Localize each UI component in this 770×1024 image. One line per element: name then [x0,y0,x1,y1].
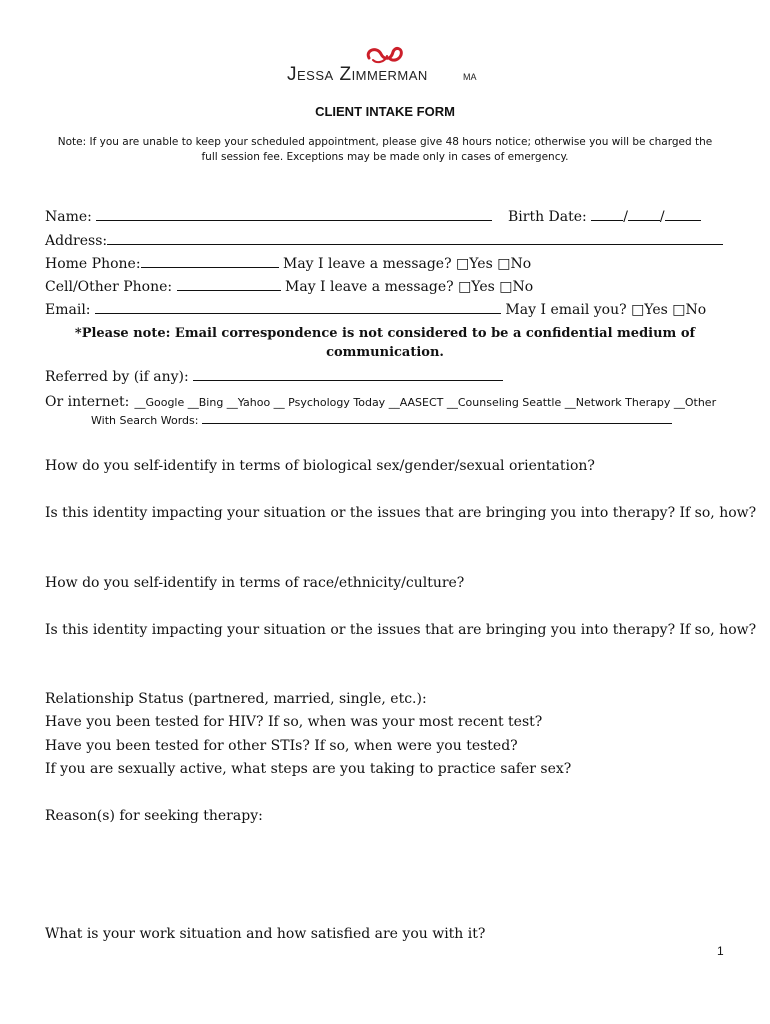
logo [287,44,487,86]
birth-date-row [508,208,701,225]
birth-date-label: Birth Date: [508,209,587,225]
address-label: Address: [45,233,108,249]
question-work-situation: What is your work situation and how satisfied are you with it? [45,926,486,942]
cancellation-note-line2: full session fee. Exceptions may be made only in cases of emergency. [201,151,569,163]
question-identity-impact-1: Is this identity impacting your situation or the issues that are bringing you into therapy? If so, how? [45,505,757,521]
question-sti-test: Have you been tested for other STIs? If so, when were you tested? [45,738,518,754]
swirl-logo-icon [363,44,407,66]
home-phone-label: Home Phone: [45,256,141,272]
question-race-ethnicity: How do you self-identify in terms of race/ethnicity/culture? [45,575,465,591]
email-permission-question[interactable]: May I email you? □Yes □No [505,302,707,318]
form-title: CLIENT INTAKE FORM [315,104,455,119]
email-confidentiality-note-line1: *Please note: Email correspondence is not considered to be a confidential medium of [74,326,696,341]
question-relationship-status: Relationship Status (partnered, married, single, etc.): [45,691,427,707]
internet-label: Or internet: [45,394,130,410]
question-reason-for-therapy: Reason(s) for seeking therapy: [45,808,263,824]
logo-name: Jessa Zimmerman [287,64,428,85]
cancellation-note-line1: Note: If you are unable to keep your scheduled appointment, please give 48 hours notice; otherwise you will be charged the [57,136,713,148]
home-phone-row [45,255,531,272]
email-confidentiality-note-line2: communication. [326,345,444,360]
birth-day-field[interactable] [628,208,660,221]
question-identity-impact-2: Is this identity impacting your situation or the issues that are bringing you into therapy? If so, how? [45,622,757,638]
referred-field[interactable] [193,368,503,381]
birth-sep-1: / [623,209,628,225]
referred-row [45,368,503,385]
home-phone-message-question[interactable]: May I leave a message? □Yes □No [283,256,532,272]
name-field[interactable] [96,208,492,221]
referred-label: Referred by (if any): [45,369,189,385]
cell-phone-label: Cell/Other Phone: [45,279,173,295]
cell-phone-field[interactable] [177,278,281,291]
home-phone-field[interactable] [141,255,279,268]
question-gender-identity: How do you self-identify in terms of biological sex/gender/sexual orientation? [45,458,595,474]
name-row [45,208,492,225]
birth-month-field[interactable] [591,208,623,221]
email-label: Email: [45,302,91,318]
email-field[interactable] [95,301,501,314]
birth-year-field[interactable] [665,208,701,221]
birth-sep-2: / [659,209,665,225]
address-field[interactable] [107,232,723,245]
name-label: Name: [45,209,92,225]
search-words-label: With Search Words: [91,414,199,427]
search-words-field[interactable] [202,414,672,424]
internet-options[interactable]: __Google __Bing __Yahoo __ Psychology Today __AASECT __Counseling Seattle __Network Therapy __Other [134,396,717,409]
search-words-row [91,414,672,427]
question-hiv-test: Have you been tested for HIV? If so, when was your most recent test? [45,714,543,730]
internet-row [45,391,716,410]
question-safer-sex: If you are sexually active, what steps are you taking to practice safer sex? [45,761,572,777]
cell-phone-message-question[interactable]: May I leave a message? □Yes □No [285,279,534,295]
cell-phone-row [45,278,533,295]
page-number: 1 [717,944,724,958]
address-row [45,232,723,249]
email-row [45,301,706,318]
logo-suffix: MA [463,72,477,82]
